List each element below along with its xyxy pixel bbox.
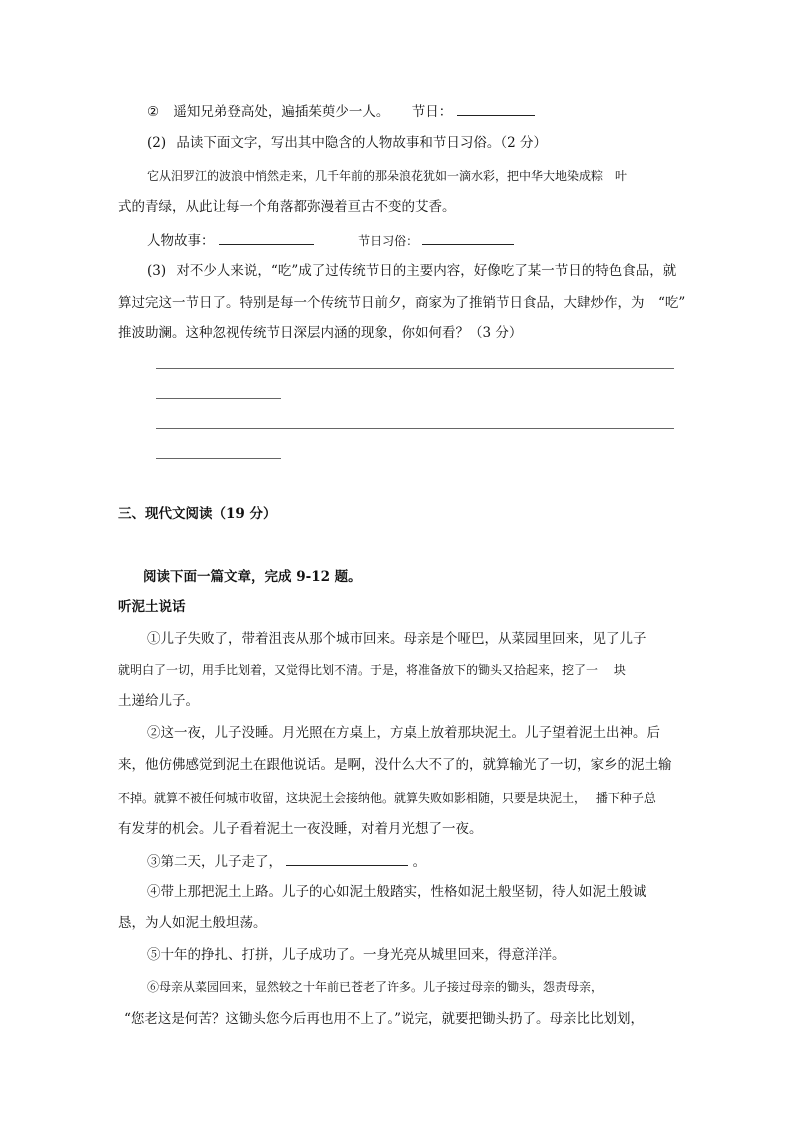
q8-item-2 [147,102,535,121]
paragraph-5: ⑤十年的挣扎、打拼，儿子成功了。一身光亮从城里回来，得意洋洋。 [147,947,566,963]
paragraph-2-line-3: 不掉。就算不被任何城市收留，这块泥土会接纳他。就算失败如影相随，只要是块泥土， 播下种子总 [118,791,656,805]
paragraph-3-text: ③第二天，儿子走了， [147,854,282,870]
paragraph-1-line-2: 就明白了一切，用手比划着，又觉得比划不清。于是，将准备放下的锄头又拾起来，挖了一 块 [118,663,626,677]
paragraph-1-line-3: 土递给儿子。 [118,693,199,709]
question-text: 对不少人来说，“吃”成了过传统节日的主要内容，好像吃了某一节日的特色食品，就 [176,263,677,279]
question-number: (3) [147,263,167,279]
answer-line[interactable] [156,458,281,459]
answer-line[interactable] [156,428,674,429]
q8-passage-line-2: 式的青绿，从此让每一个角落都弥漫着亘古不变的艾香。 [118,199,456,215]
custom-answer-blank[interactable] [422,231,514,245]
question-text: 品读下面文字，写出其中隐含的人物故事和节日习俗。（2 分） [176,135,548,151]
festival-answer-blank[interactable] [457,102,535,116]
paragraph-3-blank[interactable] [286,852,408,866]
article-title: 听泥土说话 [118,599,186,615]
q8-sub-3 [147,262,676,280]
q8-sub-3-line-2: 算过完这一节日了。特别是每一个传统节日前夕，商家为了推销节日食品，大肆炒作，为 “吃” [118,295,686,311]
story-label: 人物故事： [147,233,215,249]
item-number: ② [147,104,160,120]
section-instruction: 阅读下面一篇文章，完成 9-12 题。 [143,569,362,585]
paragraph-2-line-1: ②这一夜，儿子没睡。月光照在方桌上，方桌上放着那块泥土。儿子望着泥土出神。后 [147,725,660,741]
paragraph-2-line-2: 来，他仿佛感觉到泥土在跟他说话。是啊，没什么大不了的，就算输光了一切，家乡的泥土输 [118,757,672,773]
poem-line: 遥知兄弟登高处，遍插茱萸少一人。 [173,104,390,120]
paragraph-4-line-2: 恳，为人如泥土般坦荡。 [118,915,267,931]
paragraph-6-line-2: “您老这是何苦？这锄头您今后再也用不上了。”说完，就要把锄头扔了。母亲比比划划， [124,1011,645,1027]
q8-sub-3-line-3: 推波助澜。这种忽视传统节日深层内涵的现象，你如何看？（3 分） [118,325,523,341]
festival-label: 节日： [411,104,453,120]
paragraph-6-line-1: ⑥母亲从菜园回来，显然较之十年前已苍老了许多。儿子接过母亲的锄头，怨责母亲， [147,980,604,994]
custom-label: 节日习俗： [358,234,419,248]
q8-answer-row [147,231,514,250]
paragraph-3-end: 。 [412,854,427,870]
q8-sub-2 [147,134,547,152]
story-answer-blank[interactable] [219,231,314,245]
section-heading: 三、现代文阅读（19 分） [118,506,277,522]
question-number: (2) [147,135,167,151]
q8-passage-line-1: 它从汨罗江的波浪中悄然走来，几千年前的那朵浪花犹如一滴水彩，把中华大地染成粽 叶 [147,169,628,183]
answer-line[interactable] [156,398,281,399]
paragraph-4-line-1: ④带上那把泥土上路。儿子的心如泥土般踏实，性格如泥土般坚韧，待人如泥土般诚 [147,884,647,900]
paragraph-1-line-1: ①儿子失败了，带着沮丧从那个城市回来。母亲是个哑巴，从菜园里回来，见了儿子 [147,631,647,647]
paragraph-3 [147,852,426,871]
paragraph-2-line-4: 有发芽的机会。儿子看着泥土一夜没睡，对着月光想了一夜。 [118,821,483,837]
answer-line[interactable] [156,368,674,369]
